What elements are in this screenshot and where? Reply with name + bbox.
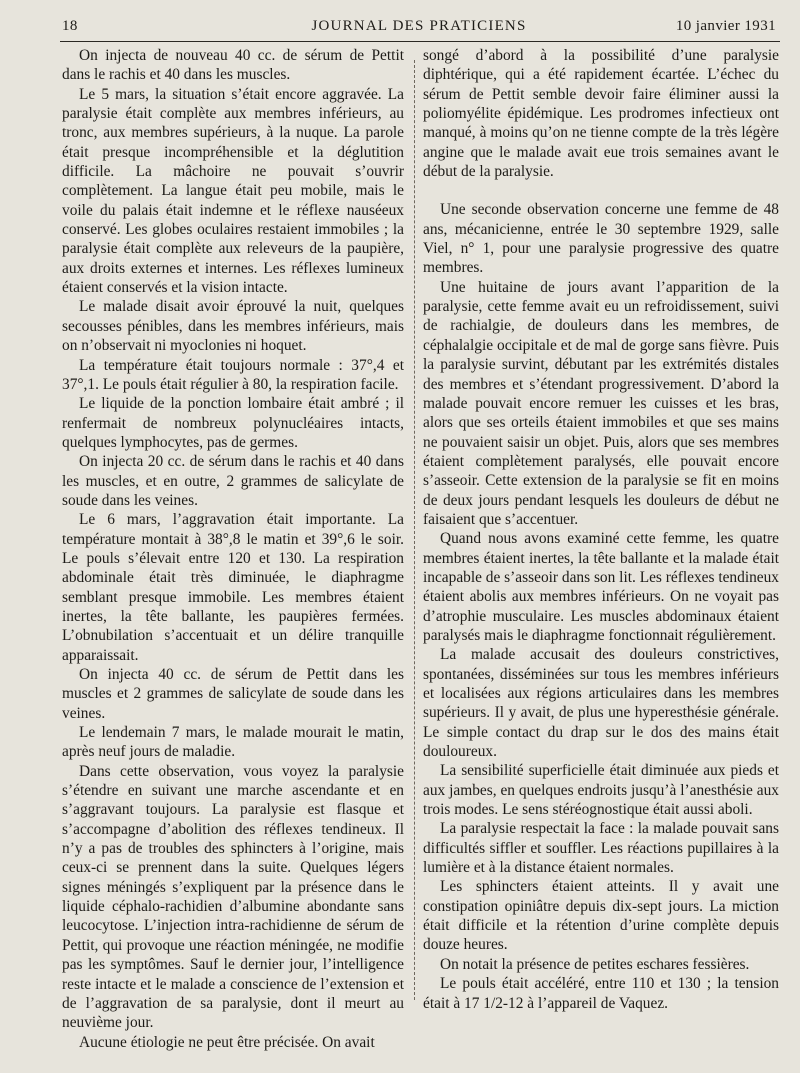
left-column [62, 46, 404, 1052]
paragraph: La malade accusait des douleurs constrictives, spontanées, disséminées sur tous les membres inférieurs et localisées aux régions articulaires dans les membres supérieurs. Il y avait, de plus une hyperesthésie générale. Le simple contact du drap sur le dos des mains était douloureux. [423, 646, 779, 761]
paragraph: Dans cette observation, vous voyez la paralysie s’étendre en suivant une marche ascendante et en s’aggravant toujours. La paralysie est flasque et s’accompagne d’abolition des réflexes tendineux. Il n’y a pas de troubles des sphincters à l’origine, mais ceux-ci se prennent dans la suite. Quelques légers signes méningés s’expliquent par la présence dans le liquide céphalo-rachidien d’albumine abondante sans leucocytose. L’injection intra-rachidienne de sérum de Pettit, qui provoque une réaction méningée, ne modifie pas les symptômes. Sauf le dernier jour, l’intelligence reste intacte et le malade a conscience de l’extension et de l’aggravation de sa paralysie, dont il meurt au neuvième jour. [62, 762, 404, 1032]
journal-title: JOURNAL DES PRATICIENS [311, 18, 527, 34]
paragraph: La paralysie respectait la face : la malade pouvait sans difficultés siffler et souffler. Les réactions pupillaires à la lumière et à la distance étaient normales. [423, 820, 779, 877]
paragraph: Le 6 mars, l’aggravation était importante. La température montait à 38°,8 le matin et 39°,6 le soir. Le pouls s’élevait entre 120 et 130. La respiration abdominale était très diminuée, le diaphragme semblant presque immobile. Les membres étaient inertes, la tête ballante, les paupières fermées. L’obnubilation s’accentuait et un délire tranquille apparaissait. [62, 511, 404, 664]
page-header [62, 14, 776, 40]
paragraph: Une huitaine de jours avant l’apparition de la paralysie, cette femme avait eu un refroidissement, suivi de rachialgie, de douleurs dans les membres, de céphalalgie occipitale et de mal de gorge sans fièvre. Puis la paralysie survint, débutant par les extrémités distales des membres et s’étendant progressivement. D’abord la malade pouvait encore remuer les cuisses et les bras, alors que ses orteils étaient immobiles et que ses mains ne pouvaient saisir un objet. Puis, alors que ses membres étaient complètement paralysés, elle pouvait encore s’asseoir. Cette extension de la paralysie se fit en moins de deux jours pendant lesquels les douleurs de début ne faisaient que s’accentuer. [423, 278, 779, 528]
paragraph: On injecta 20 cc. de sérum dans le rachis et 40 dans les muscles, et en outre, 2 grammes de salicylate de soude dans les veines. [62, 453, 404, 509]
page-number: 18 [62, 18, 78, 34]
paragraph: Le liquide de la ponction lombaire était ambré ; il renfermait de nombreux polynucléaires intacts, quelques lymphocytes, pas de germes. [62, 395, 404, 451]
paragraph: Quand nous avons examiné cette femme, les quatre membres étaient inertes, la tête ballante et la malade était incapable de s’asseoir dans son lit. Les réflexes tendineux étaient abolis aux membres inférieurs. On ne voyait pas d’atrophie musculaire. Les muscles abdominaux étaient paralysés mais le diaphragme fonctionnait régulièrement. [423, 530, 780, 644]
paragraph: On injecta 40 cc. de sérum de Pettit dans les muscles et 2 grammes de salicylate de soude dans les veines. [62, 666, 404, 722]
paragraph: Une seconde observation concerne une femme de 48 ans, mécanicienne, entrée le 30 septembre 1929, salle Viel, n° 1, pour une paralysie progressive des quatre membres. [423, 201, 779, 277]
header-rule [60, 41, 780, 42]
paragraph: Les sphincters étaient atteints. Il y avait une constipation opiniâtre depuis dix-sept jours. La miction était difficile et la rétention d’urine complète depuis douze heures. [423, 878, 779, 954]
paragraph: La sensibilité superficielle était diminuée aux pieds et aux jambes, en quelques endroits jusqu’à l’anesthésie aux trois modes. Le sens stéréognostique était aussi aboli. [423, 762, 779, 819]
issue-date: 10 janvier 1931 [675, 18, 776, 34]
paragraph: On injecta de nouveau 40 cc. de sérum de Pettit dans le rachis et 40 dans les muscles. [62, 47, 404, 84]
paragraph: Le 5 mars, la situation s’était encore aggravée. La paralysie était complète aux membres inférieurs, au tronc, aux membres supérieurs, à la nuque. La parole était presque incompréhensible et la déglutition difficile. La mâchoire ne pouvait s’ouvrir complètement. La langue était peu mobile, mais le voile du palais était indemne et le réflexe nauséeux conservé. Les globes oculaires restaient immobiles ; la paralysie était complète aux releveurs de la paupière, aux droits externes et internes. Les réflexes lumineux étaient conservés et la vision intacte. [62, 85, 404, 297]
paragraph: Le malade disait avoir éprouvé la nuit, quelques secousses pénibles, dans les membres inférieurs, mais on n’observait ni myoclonies ni hoquet. [62, 298, 404, 355]
right-column [423, 46, 779, 1013]
paragraph: Le lendemain 7 mars, le malade mourait le matin, après neuf jours de maladie. [62, 724, 404, 761]
paragraph: La température était toujours normale : 37°,4 et 37°,1. Le pouls était régulier à 80, la respiration facile. [62, 356, 404, 393]
paragraph-continuation: songé d’abord à la possibilité d’une paralysie diphtérique, qui a été rapidement écartée. L’échec du sérum de Pettit semble devoir faire éliminer aussi la poliomyélite épidémique. Les prodromes infectieux ont manqué, à moins qu’on ne tienne compte de la très légère angine que le malade avait eue trois semaines avant le début de la paralysie. [423, 47, 779, 181]
paragraph: On notait la présence de petites eschares fessières. [440, 955, 750, 973]
paragraph: Aucune étiologie ne peut être précisée. On avait [79, 1033, 375, 1051]
column-separator [414, 60, 415, 1000]
paragraph: Le pouls était accéléré, entre 110 et 130 ; la tension était à 17 1/2-12 à l’appareil de Vaquez. [423, 975, 779, 1012]
